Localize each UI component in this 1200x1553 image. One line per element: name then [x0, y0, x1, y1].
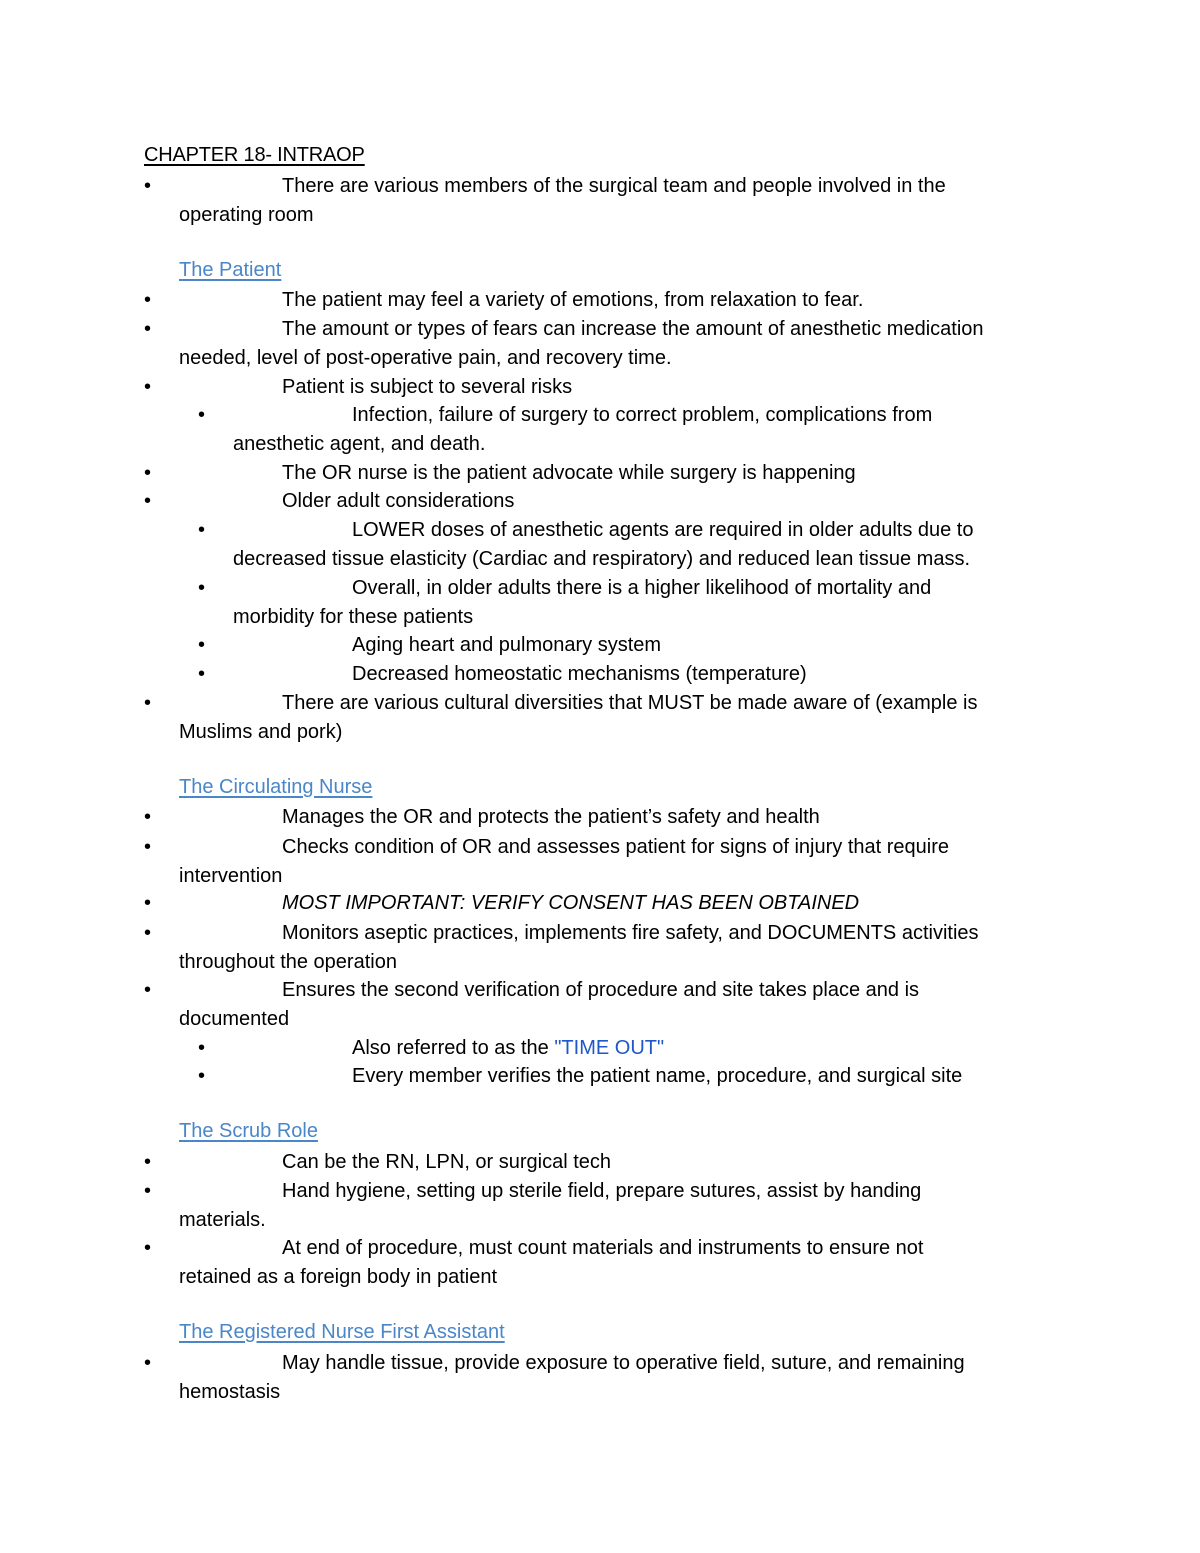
bullet-icon: •	[144, 376, 152, 398]
bullet-text: Every member verifies the patient name, procedure, and surgical site	[352, 1065, 963, 1087]
bullet-text-cont: anesthetic agent, and death.	[233, 433, 486, 455]
bullet-icon: •	[144, 979, 152, 1001]
bullet-icon: •	[144, 289, 152, 311]
bullet-icon: •	[144, 1352, 152, 1374]
list-item	[0, 459, 856, 488]
bullet-icon: •	[144, 692, 152, 714]
bullet-icon: •	[198, 1065, 206, 1087]
list-item	[0, 889, 859, 918]
bullet-text: MOST IMPORTANT: VERIFY CONSENT HAS BEEN OBTAINED	[282, 892, 860, 914]
heading-rn-first-assistant: The Registered Nurse First Assistant	[179, 1321, 505, 1343]
list-item	[0, 1148, 611, 1177]
bullet-text: Older adult considerations	[282, 490, 515, 512]
bullet-text: Can be the RN, LPN, or surgical tech	[282, 1151, 612, 1173]
bullet-icon: •	[198, 1037, 206, 1059]
bullet-text: The patient may feel a variety of emotions, from relaxation to fear.	[282, 289, 864, 311]
bullet-text: Ensures the second verification of procedure and site takes place and is	[282, 979, 920, 1001]
bullet-text: There are various cultural diversities that MUST be made aware of (example is	[282, 692, 978, 714]
list-item	[0, 401, 932, 459]
bullet-text-cont: decreased tissue elasticity (Cardiac and respiratory) and reduced lean tissue mass.	[233, 548, 971, 570]
list-item	[0, 631, 661, 660]
list-item	[0, 373, 572, 402]
heading-circulating-nurse: The Circulating Nurse	[179, 776, 373, 798]
heading-scrub-role: The Scrub Role	[179, 1120, 318, 1142]
bullet-icon: •	[198, 404, 206, 426]
bullet-text-cont: materials.	[179, 1209, 266, 1231]
bullet-text-cont: Muslims and pork)	[179, 721, 343, 743]
bullet-text: Overall, in older adults there is a higher likelihood of mortality and	[352, 577, 932, 599]
list-item	[0, 1234, 923, 1292]
heading-the-patient: The Patient	[179, 259, 282, 281]
list-item	[0, 919, 979, 977]
bullet-icon: •	[198, 634, 206, 656]
bullet-text: Infection, failure of surgery to correct problem, complications from	[352, 404, 933, 426]
list-item	[0, 1062, 962, 1091]
bullet-text-cont: documented	[179, 1008, 290, 1030]
bullet-icon: •	[144, 318, 152, 340]
list-item	[0, 689, 977, 747]
bullet-text-cont: hemostasis	[179, 1381, 281, 1403]
bullet-text-cont: morbidity for these patients	[233, 606, 474, 628]
time-out-emphasis: "TIME OUT"	[554, 1037, 665, 1059]
bullet-text	[0, 1034, 664, 1063]
list-item	[0, 1349, 965, 1407]
list-item	[0, 1034, 664, 1063]
list-item	[0, 315, 984, 373]
bullet-text: There are various members of the surgical team and people involved in the	[282, 175, 946, 197]
bullet-text: May handle tissue, provide exposure to operative field, suture, and remaining	[282, 1352, 965, 1374]
bullet-icon: •	[144, 922, 152, 944]
time-out-lead-text: Also referred to as the	[352, 1037, 555, 1059]
list-item	[0, 803, 820, 832]
bullet-icon: •	[144, 490, 152, 512]
list-item	[0, 487, 514, 516]
bullet-text: LOWER doses of anesthetic agents are required in older adults due to	[352, 519, 974, 541]
bullet-text: Aging heart and pulmonary system	[352, 634, 662, 656]
intro-bullet	[0, 172, 946, 230]
bullet-text: At end of procedure, must count materials and instruments to ensure not	[282, 1237, 924, 1259]
bullet-icon: •	[144, 1151, 152, 1173]
bullet-icon: •	[144, 836, 152, 858]
bullet-text: The amount or types of fears can increase the amount of anesthetic medication	[282, 318, 984, 340]
list-item	[0, 574, 931, 632]
list-item	[0, 660, 807, 689]
list-item	[0, 833, 949, 891]
bullet-icon: •	[198, 519, 206, 541]
bullet-icon: •	[144, 806, 152, 828]
list-item	[0, 516, 973, 574]
bullet-text-cont: operating room	[179, 204, 314, 226]
bullet-text-cont: retained as a foreign body in patient	[179, 1266, 497, 1288]
bullet-text: Checks condition of OR and assesses patient for signs of injury that require	[282, 836, 950, 858]
bullet-icon: •	[198, 577, 206, 599]
bullet-icon: •	[144, 1180, 152, 1202]
bullet-icon: •	[144, 462, 152, 484]
chapter-title: CHAPTER 18- INTRAOP	[144, 144, 365, 166]
bullet-text-cont: throughout the operation	[179, 951, 397, 973]
bullet-text: Patient is subject to several risks	[282, 376, 573, 398]
bullet-text: The OR nurse is the patient advocate while surgery is happening	[282, 462, 856, 484]
bullet-icon: •	[144, 175, 152, 197]
list-item	[0, 976, 919, 1034]
bullet-text: Manages the OR and protects the patient’s safety and health	[282, 806, 820, 828]
bullet-text: Decreased homeostatic mechanisms (temperature)	[352, 663, 807, 685]
bullet-icon: •	[144, 1237, 152, 1259]
bullet-text-cont: needed, level of post-operative pain, and recovery time.	[179, 347, 672, 369]
list-item	[0, 1177, 921, 1235]
list-item	[0, 286, 863, 315]
bullet-text: Hand hygiene, setting up sterile field, prepare sutures, assist by handing	[282, 1180, 922, 1202]
bullet-icon: •	[198, 663, 206, 685]
bullet-text: Monitors aseptic practices, implements fire safety, and DOCUMENTS activities	[282, 922, 979, 944]
bullet-text-cont: intervention	[179, 865, 283, 887]
bullet-icon: •	[144, 892, 152, 914]
